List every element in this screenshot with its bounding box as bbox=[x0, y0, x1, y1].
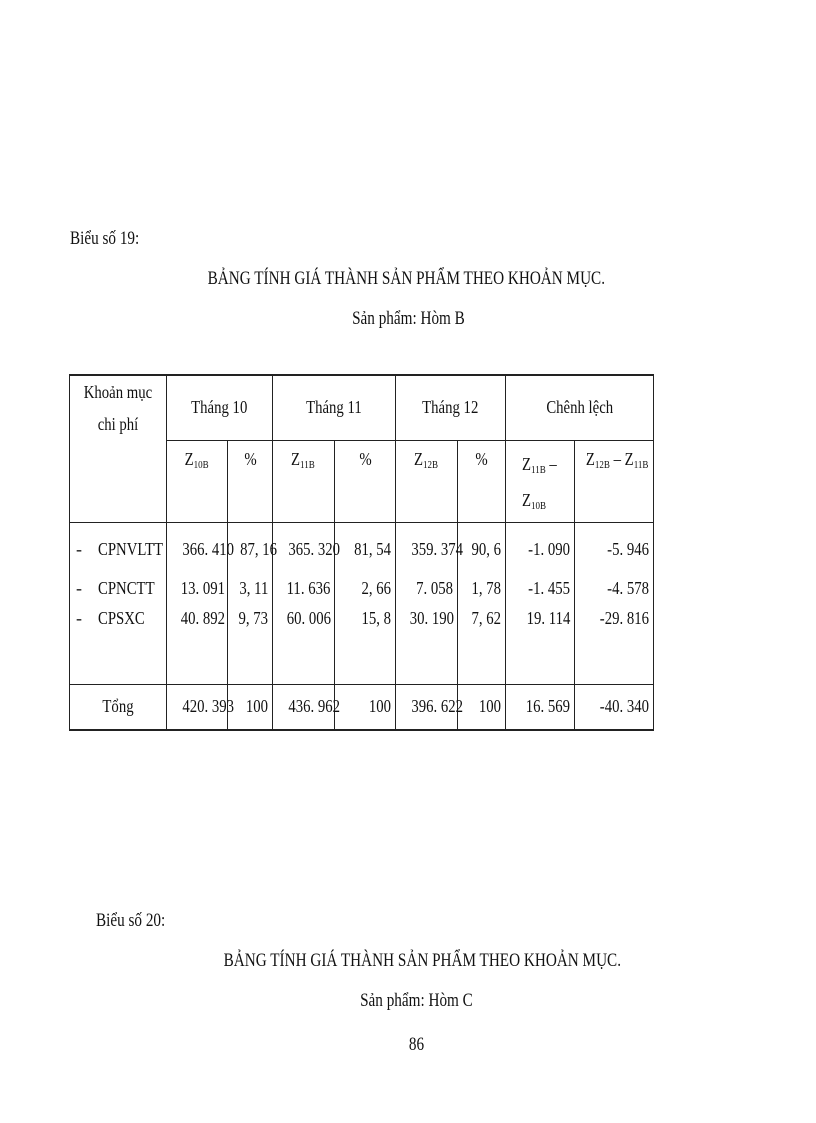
row-p12: 7, 62 bbox=[458, 608, 506, 648]
row-z10: 40. 892 bbox=[167, 608, 228, 648]
section20-title: BẢNG TÍNH GIÁ THÀNH SẢN PHẨM THEO KHOẢN MỤC. bbox=[223, 950, 621, 971]
table-row bbox=[70, 530, 654, 568]
row-p11: 81, 54 bbox=[335, 530, 396, 568]
header-z12: $Z_{12B}$ bbox=[396, 440, 458, 522]
header-month-11: Tháng 11 bbox=[273, 375, 396, 440]
total-p11: 100 bbox=[335, 684, 396, 730]
cost-table bbox=[69, 374, 654, 731]
header-month-10: Tháng 10 bbox=[167, 375, 273, 440]
row-d1: -1. 090 bbox=[506, 530, 575, 568]
total-d1: 16. 569 bbox=[506, 684, 575, 730]
row-p10: 9, 73 bbox=[228, 608, 273, 648]
total-row bbox=[70, 684, 654, 730]
section20-subtitle: Sản phẩm: Hòm C bbox=[359, 990, 473, 1011]
section20-label: Biểu số 20: bbox=[96, 910, 166, 931]
row-p12: 90, 6 bbox=[458, 530, 506, 568]
row-z11: 11. 636 bbox=[273, 568, 335, 608]
header-month-12: Tháng 12 bbox=[396, 375, 506, 440]
total-z12: 396. 622 bbox=[396, 684, 458, 730]
row-p10: 3, 11 bbox=[228, 568, 273, 608]
table-row bbox=[70, 608, 654, 648]
row-name: - CPNCTT bbox=[70, 568, 167, 608]
row-p10: 87, 16 bbox=[228, 530, 273, 568]
section19-subtitle: Sản phẩm: Hòm B bbox=[351, 308, 465, 329]
row-z12: 359. 374 bbox=[396, 530, 458, 568]
row-name: - CPNVLTT bbox=[70, 530, 167, 568]
header-diff-12-11: $Z_{12B} - Z_{11B}$ bbox=[575, 440, 654, 522]
header-item: Khoản mục chi phí bbox=[70, 375, 167, 440]
row-p11: 15, 8 bbox=[335, 608, 396, 648]
row-d2: -5. 946 bbox=[575, 530, 654, 568]
header-row-months bbox=[70, 375, 654, 440]
table-row bbox=[70, 568, 654, 608]
row-d2: -29. 816 bbox=[575, 608, 654, 648]
row-z10: 366. 410 bbox=[167, 530, 228, 568]
total-name: Tổng bbox=[70, 684, 167, 730]
header-pct-10: % bbox=[228, 440, 273, 522]
header-item-cont bbox=[70, 440, 167, 522]
row-name: - CPSXC bbox=[70, 608, 167, 648]
row-d1: -1. 455 bbox=[506, 568, 575, 608]
row-z11: 365. 320 bbox=[273, 530, 335, 568]
header-row-sub bbox=[70, 440, 654, 522]
header-z10: $Z_{10B}$ bbox=[167, 440, 228, 522]
row-d1: 19. 114 bbox=[506, 608, 575, 648]
row-z10: 13. 091 bbox=[167, 568, 228, 608]
header-pct-11: % bbox=[335, 440, 396, 522]
row-p12: 1, 78 bbox=[458, 568, 506, 608]
row-z11: 60. 006 bbox=[273, 608, 335, 648]
row-z12: 7. 058 bbox=[396, 568, 458, 608]
total-p12: 100 bbox=[458, 684, 506, 730]
spacer-row bbox=[70, 648, 654, 684]
row-z12: 30. 190 bbox=[396, 608, 458, 648]
total-z10: 420. 393 bbox=[167, 684, 228, 730]
header-z11: $Z_{11B}$ bbox=[273, 440, 335, 522]
row-d2: -4. 578 bbox=[575, 568, 654, 608]
section19-label: Biểu số 19: bbox=[70, 228, 140, 249]
spacer-row bbox=[70, 522, 654, 530]
total-d2: -40. 340 bbox=[575, 684, 654, 730]
page-number: 86 bbox=[408, 1034, 424, 1055]
total-z11: 436. 962 bbox=[273, 684, 335, 730]
row-p11: 2, 66 bbox=[335, 568, 396, 608]
header-diff-11-10: $Z_{11B}$ – $Z_{10B}$ bbox=[506, 440, 575, 522]
header-diff: Chênh lệch bbox=[506, 375, 654, 440]
section19-title: BẢNG TÍNH GIÁ THÀNH SẢN PHẨM THEO KHOẢN MỤC. bbox=[207, 268, 605, 289]
header-pct-12: % bbox=[458, 440, 506, 522]
total-p10: 100 bbox=[228, 684, 273, 730]
